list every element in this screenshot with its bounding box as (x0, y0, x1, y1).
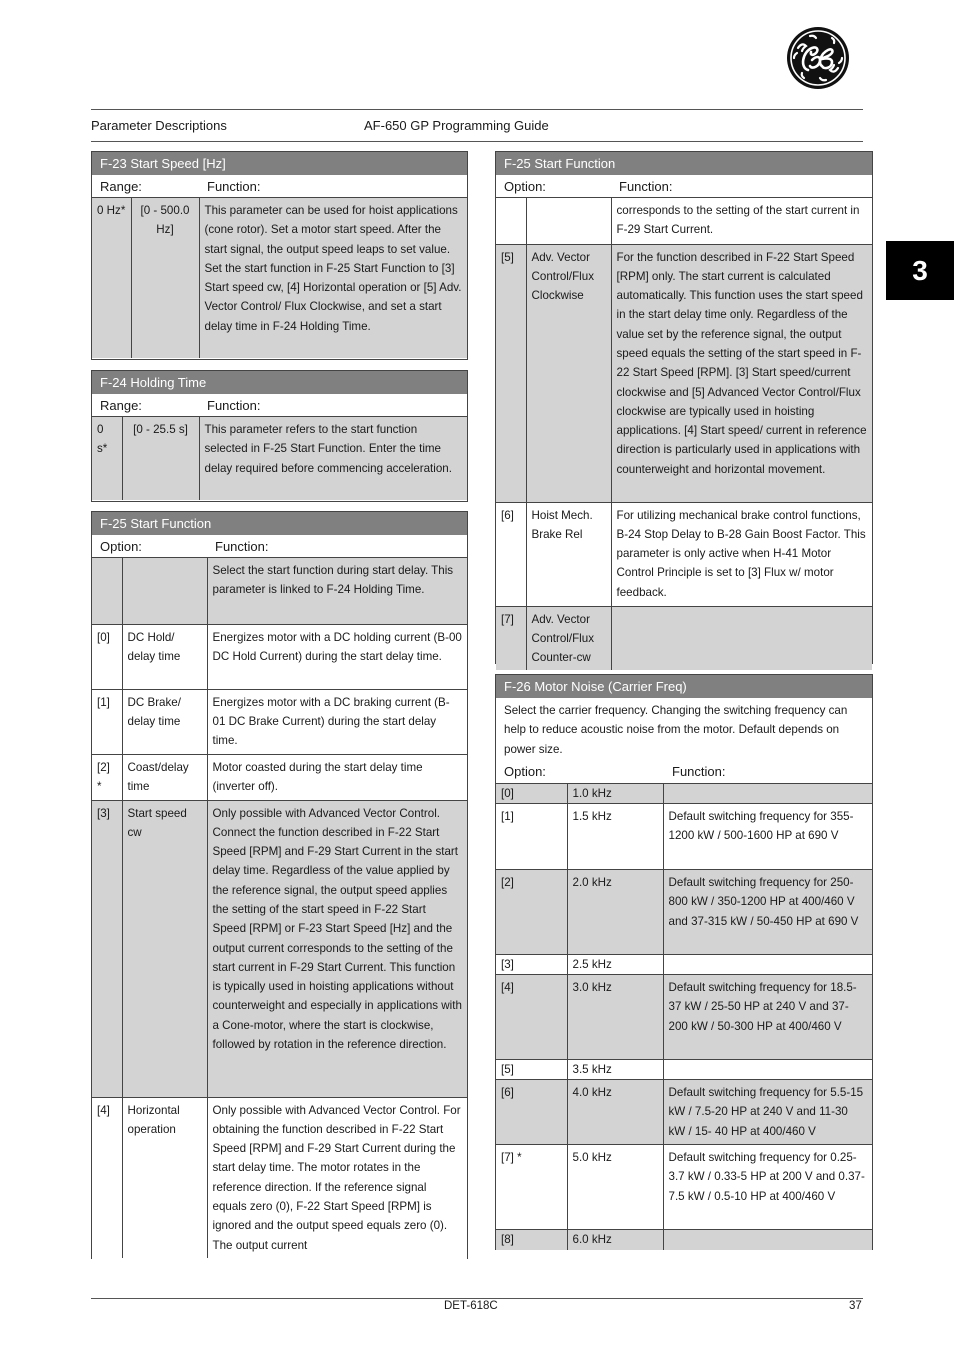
param-title: F-25 Start Function (496, 152, 872, 175)
option-row: [7] * 5.0 kHz Default switching frequency for 0.25-3.7 kW / 0.33-5 HP at 200 V and 0.37-7.5 kW / 0.5-10 HP at 400/460 V (496, 1145, 872, 1230)
range-value: [0 - 500.0 Hz] (131, 198, 199, 358)
param-col-header: Option: Function: (496, 175, 872, 198)
param-title: F-23 Start Speed [Hz] (92, 152, 467, 175)
option-row: [3] Start speed cw Only possible with Advanced Vector Control. Connect the function described in F-22 Start Speed [RPM] and F-29 Start Current in the start delay time. Regardless of the value applied by the reference signal, the output speed applies the setting of the start speed in F-22 Start Speed [RPM] or F-23 Start Speed [Hz] and the output current corresponds to the setting of the start current in F-29 Start Current. This function is typically used in hoisting applications without counterweight and especially in applications with a Cone-motor, where the start is clockwise, followed by rotation in the reference direction. (92, 800, 467, 1097)
option-row: [0] DC Hold/ delay time Energizes motor with a DC holding current (B-00 DC Hold Current) during the start delay time. (92, 624, 467, 689)
option-row: [5] Adv. Vector Control/Flux Clockwise For the function described in F-22 Start Speed [RPM] only. The start current is calculated automatically. This function uses the start speed in the start delay time only. Regardless of the value set by the reference signal, the output speed equals the setting of the start speed in F-22 Start Speed [RPM]. [3] Start speed/current clockwise and [5] Advanced Vector Control/Flux clockwise are typically used in hoisting applications. [4] Start speed/ current in reference direction is particularly used in applications with counterweight and horizontal movement. (496, 244, 872, 502)
option-row: [2] * Coast/delay time Motor coasted during the start delay time (inverter off). (92, 754, 467, 800)
param-title: F-25 Start Function (92, 512, 467, 535)
option-row: [6] 4.0 kHz Default switching frequency for 5.5-15 kW / 7.5-20 HP at 240 V and 11-30 kW / 15- 40 HP at 400/460 V (496, 1080, 872, 1145)
param-f26 (495, 674, 873, 1250)
param-title: F-26 Motor Noise (Carrier Freq) (496, 675, 872, 698)
footer-rule (91, 1298, 863, 1299)
option-row: [8] 6.0 kHz (496, 1230, 872, 1250)
param-f25 (91, 511, 468, 1259)
option-row: [4] 3.0 kHz Default switching frequency for 18.5-37 kW / 25-50 HP at 240 V and 37-200 kW / 50-300 HP at 400/460 V (496, 975, 872, 1060)
ge-logo (786, 26, 850, 90)
param-f24 (91, 370, 468, 502)
option-row: [0] 1.0 kHz (496, 784, 872, 804)
header-rule-top (91, 109, 863, 110)
chapter-tab: 3 (886, 241, 954, 300)
intro-text: Select the carrier frequency. Changing the switching frequency can help to reduce acoustic noise from the motor. Default depends on power size. (504, 704, 848, 756)
guide-title: AF-650 GP Programming Guide (364, 118, 549, 133)
function-text: This parameter refers to the start function selected in F-25 Start Function. Enter the time delay required before commencing acceleration. (199, 417, 467, 500)
option-row: [1] 1.5 kHz Default switching frequency for 355-1200 kW / 500-1600 HP at 690 V (496, 804, 872, 870)
param-f25-continued (495, 151, 873, 664)
default-value: 0 s* (92, 417, 122, 500)
param-f23 (91, 151, 468, 360)
option-row: [6] Hoist Mech. Brake Rel For utilizing mechanical brake control functions, B-24 Stop Delay to B-28 Gain Boost Factor. This parameter is only active when H-41 Motor Control Principle is set to [3] Flux w/ motor feedback. (496, 502, 872, 606)
default-value: 0 Hz* (92, 198, 131, 358)
option-row: [2] 2.0 kHz Default switching frequency for 250-800 kW / 350-1200 HP at 400/460 V and 37-315 kW / 50-450 HP at 690 V (496, 870, 872, 955)
function-text: This parameter can be used for hoist applications (cone rotor). Set a motor start speed. After the start signal, the output speed leaps to set value. Set the start function in F-25 Start Function to [3] Start speed cw, [4] Horizontal operation or [5] Adv. Vector Control/ Flux Clockwise, and set a start delay time in F-24 Holding Time. (199, 198, 467, 358)
page-number: 37 (849, 1300, 862, 1312)
header-rule-bottom (91, 141, 863, 142)
continued-text: corresponds to the setting of the start current in F-29 Start Current. (611, 198, 872, 244)
document-number: DET-618C (444, 1300, 498, 1312)
option-row: [7] Adv. Vector Control/Flux Counter-cw (496, 606, 872, 670)
param-title: F-24 Holding Time (92, 371, 467, 394)
option-row: [4] Horizontal operation Only possible with Advanced Vector Control. For obtaining the function described in F-22 Start Speed [RPM] and F-29 Start Current during the start delay time. The motor rotates in the reference direction. If the reference signal equals zero (0), F-22 Start Speed [RPM] is ignored and the output speed equals zero (0). The output current (92, 1097, 467, 1258)
section-title: Parameter Descriptions (91, 118, 227, 133)
option-row: [1] DC Brake/ delay time Energizes motor with a DC braking current (B-01 DC Brake Current) during the start delay time. (92, 689, 467, 754)
range-value: [0 - 25.5 s] (122, 417, 199, 500)
option-row: [5] 3.5 kHz (496, 1060, 872, 1080)
option-row: [3] 2.5 kHz (496, 955, 872, 975)
param-col-header: Range: Function: (92, 175, 467, 198)
param-col-header: Range: Function: (92, 394, 467, 417)
param-col-header: Option: Function: (496, 760, 872, 784)
param-col-header: Option: Function: (92, 535, 467, 558)
intro-text: Select the start function during start delay. This parameter is linked to F-24 Holding Time. (207, 558, 467, 624)
